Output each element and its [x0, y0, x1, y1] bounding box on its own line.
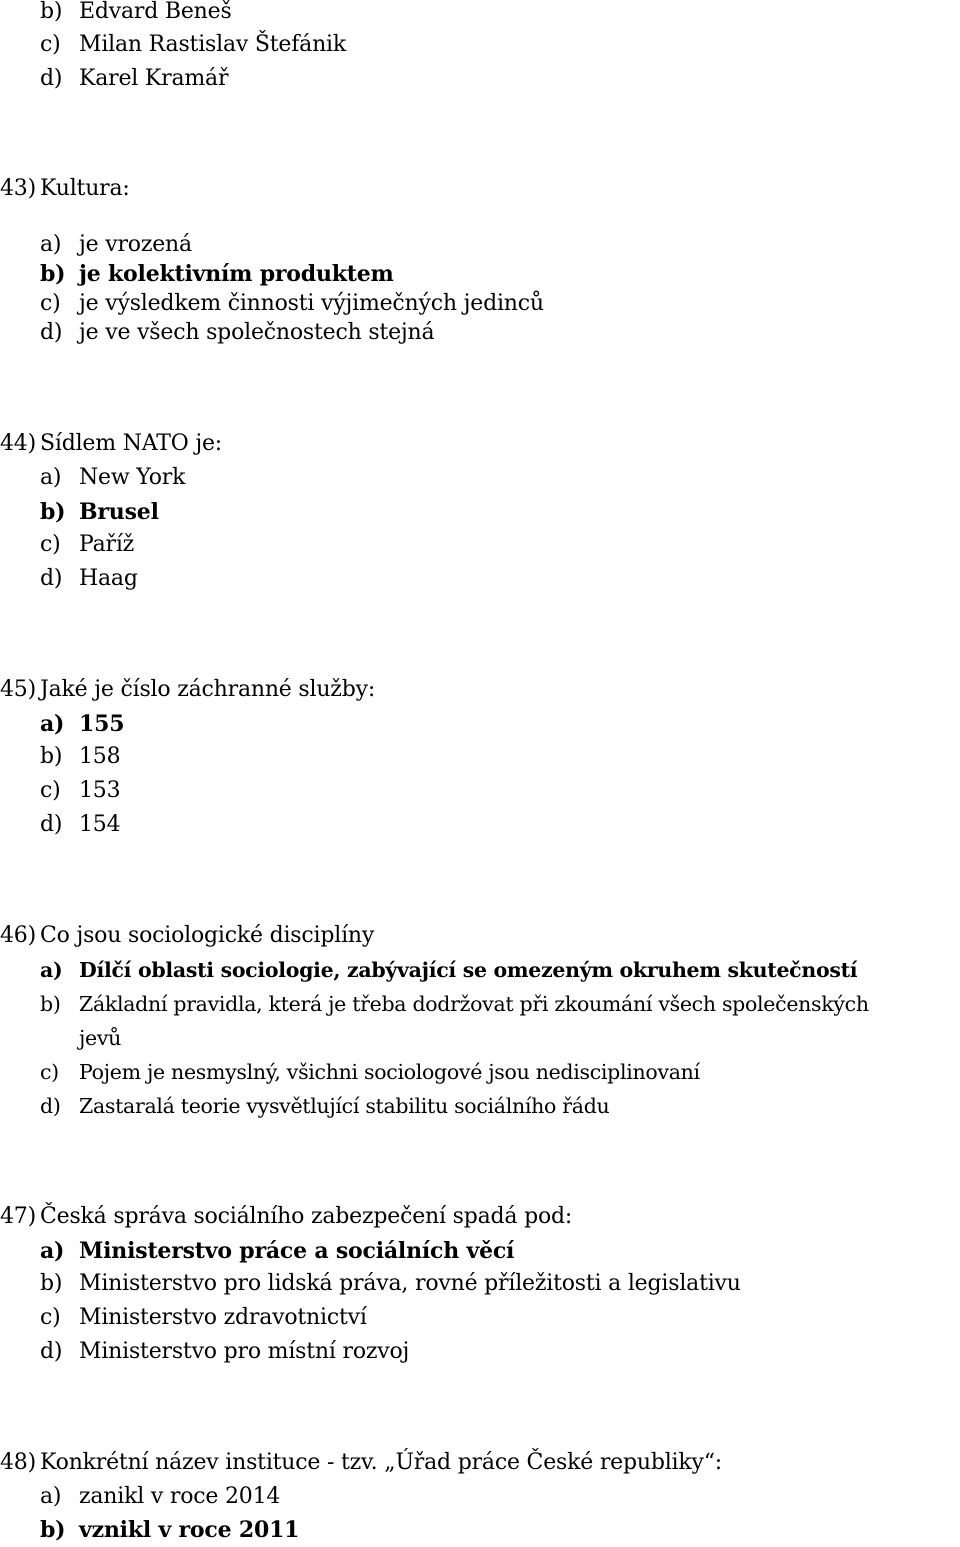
question-text: Česká správa sociálního zabezpečení spadá pod: — [40, 1204, 573, 1229]
question-number: 47) — [0, 1204, 36, 1229]
option-label: b) — [40, 0, 63, 24]
option-text: vznikl v roce 2011 — [79, 1517, 300, 1543]
option-text: Brusel — [79, 499, 159, 525]
option-text: Karel Kramář — [79, 66, 229, 91]
option-label: b) — [40, 992, 61, 1016]
option-label: c) — [40, 1305, 61, 1330]
question-text: Sídlem NATO je: — [40, 431, 222, 456]
question-number: 43) — [0, 176, 36, 201]
option-text: 153 — [79, 778, 121, 803]
option-label: a) — [40, 711, 65, 737]
option-label: d) — [40, 812, 63, 837]
option-text: Pojem je nesmyslný, všichni sociologové jsou nedisciplinovaní — [79, 1060, 700, 1084]
question-text: Co jsou sociologické disciplíny — [40, 923, 375, 948]
option-label: a) — [40, 1238, 65, 1264]
option-label: b) — [40, 499, 66, 525]
option-text: Ministerstvo práce a sociálních věcí — [79, 1238, 515, 1264]
option-label: b) — [40, 1517, 66, 1543]
question-number: 45) — [0, 677, 36, 702]
option-label: d) — [40, 1339, 63, 1364]
option-text: je ve všech společnostech stejná — [79, 320, 435, 345]
option-text: Edvard Beneš — [79, 0, 232, 24]
option-label: c) — [40, 778, 61, 803]
option-label: b) — [40, 1271, 63, 1296]
option-text: 158 — [79, 744, 121, 769]
option-text: Dílčí oblasti sociologie, zabývající se omezeným okruhem skutečností — [79, 958, 858, 982]
option-label: d) — [40, 66, 63, 91]
question-text: Jaké je číslo záchranné služby: — [40, 677, 376, 702]
option-text: Paříž — [79, 532, 135, 557]
question-number: 48) — [0, 1450, 36, 1475]
option-label: d) — [40, 566, 63, 591]
option-label: c) — [40, 32, 61, 57]
option-text: Ministerstvo zdravotnictví — [79, 1305, 367, 1330]
question-text: Konkrétní název instituce - tzv. „Úřad práce České republiky“: — [40, 1450, 723, 1475]
option-label: c) — [40, 532, 61, 557]
option-text: Ministerstvo pro místní rozvoj — [79, 1339, 410, 1364]
option-label: a) — [40, 958, 63, 982]
option-label: b) — [40, 744, 63, 769]
question-number: 46) — [0, 923, 36, 948]
option-text: New York — [79, 465, 186, 490]
option-label: c) — [40, 291, 61, 316]
option-label: c) — [40, 1060, 59, 1084]
option-label: a) — [40, 232, 62, 257]
option-text: Zastaralá teorie vysvětlující stabilitu sociálního řádu — [79, 1094, 610, 1118]
option-label: d) — [40, 320, 63, 345]
option-text: Základní pravidla, která je třeba dodržovat při zkoumání všech společenských — [79, 992, 869, 1016]
option-label: b) — [40, 261, 66, 287]
option-label: a) — [40, 1484, 62, 1509]
option-label: d) — [40, 1094, 61, 1118]
option-text: 154 — [79, 812, 121, 837]
option-text: 155 — [79, 711, 125, 737]
option-text: Milan Rastislav Štefánik — [79, 32, 347, 57]
option-text-continuation: jevů — [79, 1026, 122, 1050]
option-label: a) — [40, 465, 62, 490]
question-number: 44) — [0, 431, 36, 456]
option-text: Haag — [79, 566, 138, 591]
option-text: Ministerstvo pro lidská práva, rovné příležitosti a legislativu — [79, 1271, 741, 1296]
option-text: zanikl v roce 2014 — [79, 1484, 281, 1509]
question-text: Kultura: — [40, 176, 130, 201]
option-text: je vrozená — [79, 232, 192, 257]
option-text: je kolektivním produktem — [79, 261, 394, 287]
option-text: je výsledkem činnosti výjimečných jedinců — [79, 291, 544, 316]
